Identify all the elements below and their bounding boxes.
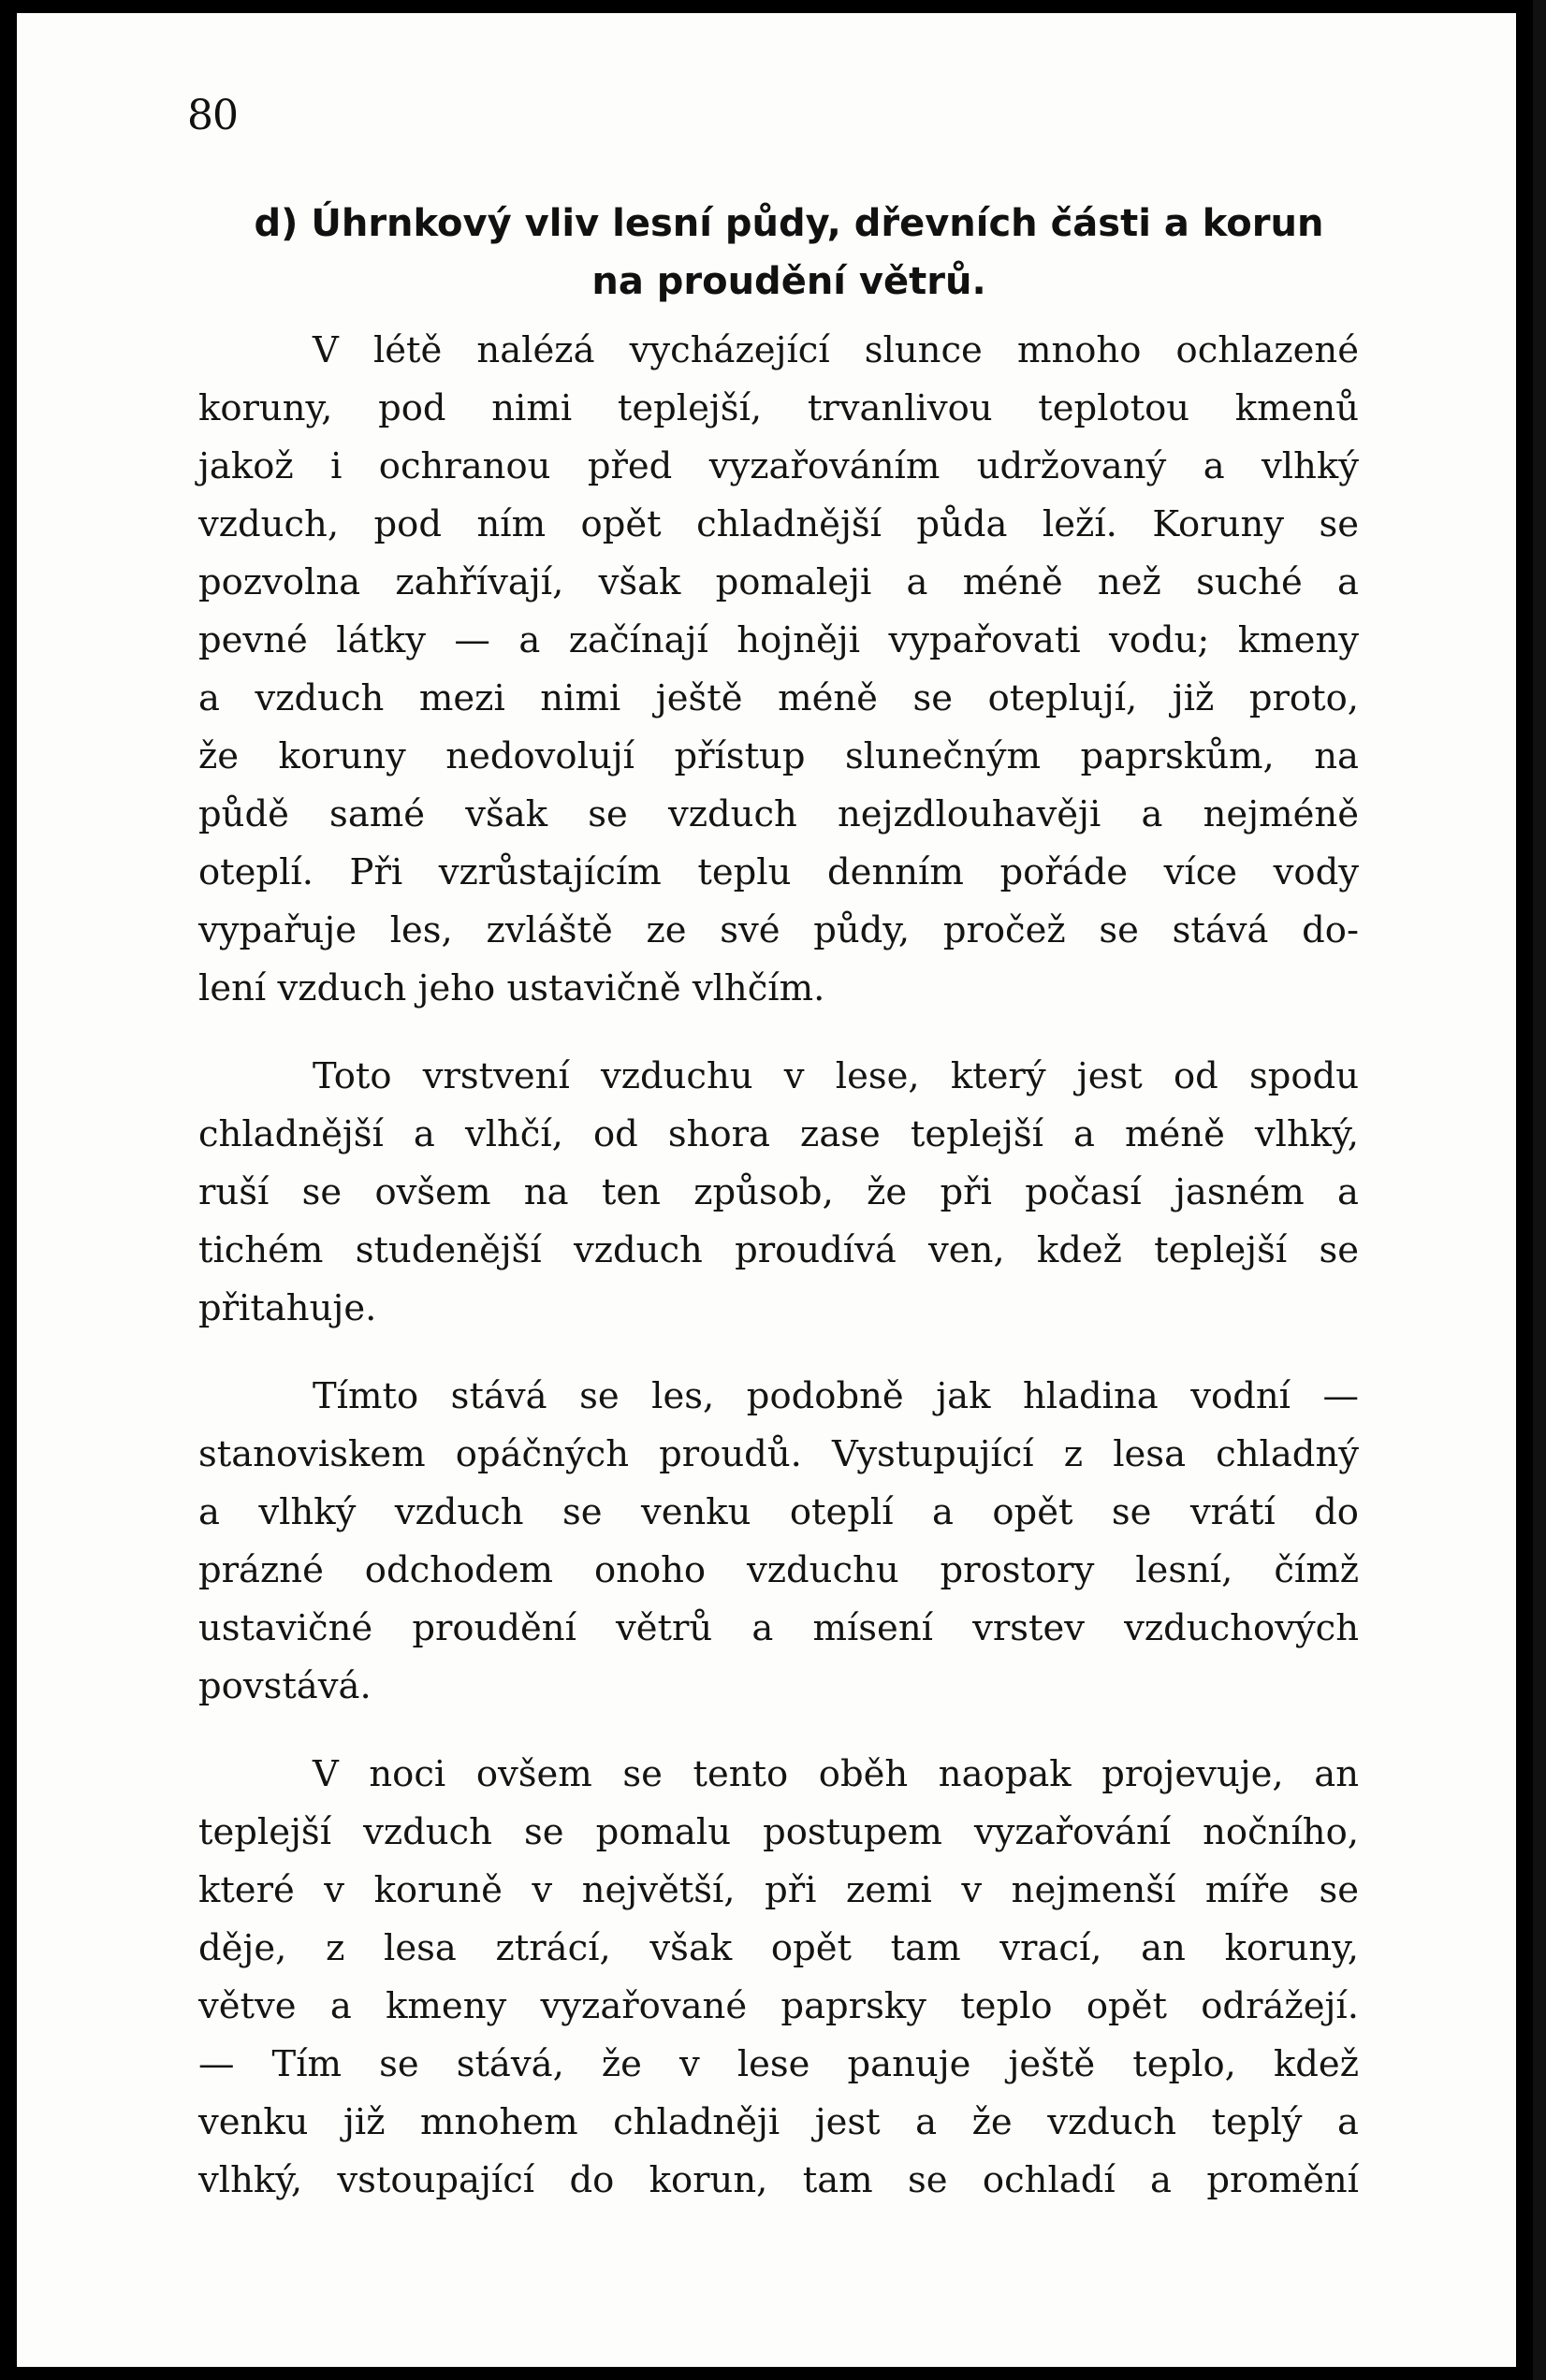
text-line: ustavičné proudění větrů a mísení vrstev vzduchových	[198, 1607, 1359, 1649]
text-line: které v koruně v největší, při zemi v nejmenší míře se	[198, 1869, 1359, 1911]
text-line: oteplí. Při vzrůstajícím teplu denním pořáde více vody	[198, 851, 1359, 893]
text-line: V létě nalézá vycházející slunce mnoho ochlazené	[313, 329, 1359, 371]
text-line: a vzduch mezi nimi ještě méně se oteplují, již proto,	[198, 677, 1359, 719]
text-line: koruny, pod nimi teplejší, trvanlivou teplotou kmenů	[198, 387, 1359, 429]
text-line: že koruny nedovolují přístup slunečným paprskům, na	[198, 735, 1359, 777]
text-line: — Tím se stává, že v lese panuje ještě teplo, kdež	[198, 2043, 1359, 2085]
text-line: povstává.	[198, 1665, 372, 1707]
text-line: stanoviskem opáčných proudů. Vystupující z lesa chladný	[198, 1433, 1359, 1475]
text-line: V noci ovšem se tento oběh naopak projevuje, an	[313, 1753, 1359, 1795]
section-heading	[213, 195, 1364, 311]
heading-line: d) Úhrnkový vliv lesní půdy, dřevních části a korun	[254, 202, 1324, 245]
text-line: lení vzduch jeho ustavičně vlhčím.	[198, 967, 825, 1009]
text-line: jakož i ochranou před vyzařováním udržovaný a vlhký	[198, 445, 1359, 487]
text-line: větve a kmeny vyzařované paprsky teplo opět odrážejí.	[198, 1985, 1359, 2027]
text-line: a vlhký vzduch se venku oteplí a opět se vrátí do	[198, 1491, 1359, 1533]
text-line: Tímto stává se les, podobně jak hladina vodní —	[313, 1375, 1359, 1417]
text-line: venku již mnohem chladněji jest a že vzduch teplý a	[198, 2101, 1359, 2143]
paragraph-1	[198, 322, 1359, 1018]
page-edge-shadow	[1533, 0, 1546, 2380]
text-line: děje, z lesa ztrácí, však opět tam vrací, an koruny,	[198, 1927, 1359, 1969]
text-line: vlhký, vstoupající do korun, tam se ochladí a promění	[198, 2159, 1359, 2201]
paragraph-3	[198, 1368, 1359, 1716]
text-line: pevné látky — a začínají hojněji vypařovati vodu; kmeny	[198, 619, 1359, 661]
text-line: teplejší vzduch se pomalu postupem vyzařování nočního,	[198, 1811, 1359, 1853]
body-text	[198, 322, 1359, 2210]
paragraph-4	[198, 1746, 1359, 2210]
text-line: vypařuje les, zvláště ze své půdy, pročež se stává do-	[198, 909, 1359, 951]
heading-line: na proudění větrů.	[591, 260, 986, 303]
text-line: prázné odchodem onoho vzduchu prostory lesní, čímž	[198, 1549, 1359, 1591]
text-line: Toto vrstvení vzduchu v lese, který jest od spodu	[313, 1055, 1359, 1097]
text-line: vzduch, pod ním opět chladnější půda leží. Koruny se	[198, 503, 1359, 545]
text-line: ruší se ovšem na ten způsob, že při počasí jasném a	[198, 1171, 1359, 1213]
text-line: půdě samé však se vzduch nejzdlouhavěji a nejméně	[198, 793, 1359, 835]
page-number: 80	[187, 92, 238, 139]
text-line: tichém studenější vzduch proudívá ven, kdež teplejší se	[198, 1229, 1359, 1271]
text-line: přitahuje.	[198, 1287, 377, 1329]
paragraph-2	[198, 1048, 1359, 1338]
text-line: chladnější a vlhčí, od shora zase teplejší a méně vlhký,	[198, 1113, 1359, 1155]
text-line: pozvolna zahřívají, však pomaleji a méně než suché a	[198, 561, 1359, 603]
